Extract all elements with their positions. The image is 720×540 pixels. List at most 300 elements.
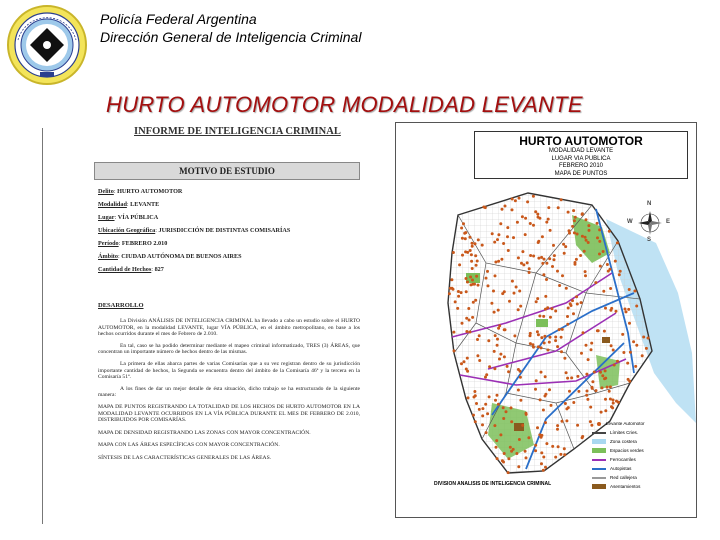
motivo-de-estudio-bar: MOTIVO DE ESTUDIO [94, 162, 360, 180]
crime-point [574, 263, 577, 266]
map-subtitle-line: FEBRERO 2010 [558, 163, 604, 169]
crime-point [502, 406, 505, 409]
crime-point [613, 364, 616, 367]
crime-point [517, 465, 520, 468]
crime-point [497, 403, 500, 406]
crime-point [529, 222, 532, 225]
crime-point [534, 444, 537, 447]
crime-point [534, 449, 537, 452]
crime-point [572, 312, 575, 315]
crime-point [542, 273, 545, 276]
crime-point [521, 424, 524, 427]
police-seal-logo [4, 4, 90, 86]
crime-point [519, 305, 522, 308]
crime-point [507, 370, 510, 373]
crime-point [476, 354, 479, 357]
crime-point [497, 233, 500, 236]
slide-title: HURTO AUTOMOTOR MODALIDAD LEVANTE [106, 92, 583, 117]
desarrollo-heading: DESARROLLO [98, 302, 144, 309]
crime-point [572, 401, 575, 404]
crime-point [466, 251, 469, 254]
legend-item: Zona costera [592, 437, 696, 446]
swatch-icon [592, 448, 606, 453]
crime-point [493, 424, 496, 427]
crime-point [590, 348, 593, 351]
crime-point [627, 308, 630, 311]
crime-point [536, 426, 539, 429]
swatch-icon [592, 484, 606, 489]
compass-west-label: W [627, 219, 633, 225]
crime-point [591, 380, 594, 383]
map-title-box [474, 131, 688, 179]
crime-point [551, 265, 554, 268]
crime-point [567, 307, 570, 310]
crime-point [508, 300, 511, 303]
crime-point [611, 406, 614, 409]
crime-point [548, 257, 551, 260]
crime-point [635, 344, 638, 347]
crime-point [528, 267, 531, 270]
crime-point [452, 331, 455, 334]
crime-point [501, 208, 504, 211]
crime-point [563, 357, 566, 360]
crime-point [556, 424, 559, 427]
crime-point [581, 436, 584, 439]
crime-point [563, 447, 566, 450]
crime-point [598, 228, 601, 231]
crime-point [474, 242, 477, 245]
crime-point [645, 347, 648, 350]
line-icon [592, 468, 606, 470]
crime-point [616, 360, 619, 363]
crime-point [614, 260, 617, 263]
crime-point [496, 344, 499, 347]
line-icon [592, 477, 606, 479]
crime-point [554, 310, 557, 313]
crime-point [575, 295, 578, 298]
crime-point [522, 263, 525, 266]
crime-point [470, 253, 473, 256]
crime-point [546, 306, 549, 309]
crime-point [453, 349, 456, 352]
crime-point-map-panel [395, 122, 697, 518]
crime-point [573, 219, 576, 222]
crime-point [566, 315, 569, 318]
crime-point [516, 221, 519, 224]
crime-point [497, 309, 500, 312]
crime-point [551, 445, 554, 448]
crime-point [542, 456, 545, 459]
crime-point [465, 277, 468, 280]
crime-point [466, 357, 469, 360]
crime-point [603, 377, 606, 380]
crime-point [488, 395, 491, 398]
crime-point [540, 451, 543, 454]
crime-point [547, 218, 550, 221]
crime-point [499, 222, 502, 225]
body-paragraph: A los fines de dar un mejor detalle de ésta situación, dicho trabajo se ha estructurado de la siguiente manera: [98, 385, 360, 399]
crime-point [598, 240, 601, 243]
crime-point [506, 235, 509, 238]
crime-point [616, 241, 619, 244]
crime-point [544, 393, 547, 396]
crime-point [612, 402, 615, 405]
crime-point [461, 237, 464, 240]
crime-point [571, 225, 574, 228]
crime-point [626, 362, 629, 365]
crime-point [496, 238, 499, 241]
crime-point [564, 402, 567, 405]
crime-point [553, 254, 556, 257]
crime-point [503, 328, 506, 331]
crime-point [509, 446, 512, 449]
summary-line: MAPA DE PUNTOS REGISTRANDO LA TOTALIDAD DE LOS HECHOS DE HURTO AUTOMOTOR EN LA MODALIDAD LEVANTE OCURRIDOS EN LA VÍA PÚBLICA DURANTE EL MES DE FEBRERO DE 2.010, DISTRIBUIDOS POR COMISARÍAS. [98, 403, 360, 424]
map-title: HURTO AUTOMOTOR [519, 134, 643, 148]
crime-point [494, 334, 497, 337]
legend-item: Red callejera [592, 473, 696, 482]
crime-point [562, 243, 565, 246]
crime-point [536, 297, 539, 300]
crime-point [552, 244, 555, 247]
crime-point [503, 290, 506, 293]
crime-point [606, 386, 609, 389]
crime-point [460, 362, 463, 365]
crime-point [594, 281, 597, 284]
green-space [536, 319, 548, 327]
crime-point [469, 236, 472, 239]
crime-point [499, 353, 502, 356]
crime-point [542, 469, 545, 472]
crime-point [510, 406, 513, 409]
settlement-area [602, 337, 610, 343]
crime-point [506, 365, 509, 368]
summary-line: MAPA DE DENSIDAD REGISTRANDO LAS ZONAS CON MAYOR CONCENTRACIÓN. [98, 429, 311, 436]
crime-point [535, 379, 538, 382]
crime-point [486, 270, 489, 273]
organization-header [100, 10, 361, 46]
crime-point [457, 290, 460, 293]
crime-point [519, 399, 522, 402]
crime-point [632, 340, 635, 343]
crime-point [532, 224, 535, 227]
crime-point [460, 291, 463, 294]
line-icon [592, 459, 606, 461]
crime-point [529, 342, 532, 345]
crime-point [566, 377, 569, 380]
crime-point [471, 267, 474, 270]
crime-point [568, 229, 571, 232]
crime-point [519, 376, 522, 379]
crime-point [615, 310, 618, 313]
crime-point [618, 273, 621, 276]
crime-point [488, 365, 491, 368]
crime-point [507, 457, 510, 460]
crime-point [544, 421, 547, 424]
crime-point [452, 251, 455, 254]
crime-point [448, 292, 451, 295]
crime-point [622, 351, 625, 354]
crime-point [538, 315, 541, 318]
crime-point [502, 417, 505, 420]
field-periodo: Período: FEBRERO 2.010 [98, 240, 168, 247]
crime-point [579, 254, 582, 257]
crime-point [627, 378, 630, 381]
crime-point [543, 342, 546, 345]
crime-point [495, 446, 498, 449]
crime-point [628, 322, 631, 325]
crime-point [485, 373, 488, 376]
crime-point [485, 431, 488, 434]
crime-point [612, 349, 615, 352]
crime-point [478, 359, 481, 362]
crime-point [474, 394, 477, 397]
crime-point [608, 390, 611, 393]
crime-point [577, 390, 580, 393]
crime-point [494, 399, 497, 402]
crime-point [560, 336, 563, 339]
crime-point [471, 242, 474, 245]
crime-point [495, 439, 498, 442]
crime-point [469, 276, 472, 279]
crime-point [496, 457, 499, 460]
crime-point [542, 409, 545, 412]
crime-point [451, 287, 454, 290]
crime-point [545, 278, 548, 281]
crime-point [619, 270, 622, 273]
crime-point [525, 456, 528, 459]
crime-point [633, 290, 636, 293]
field-modalidad: Modalidad: LEVANTE [98, 201, 160, 208]
crime-point [513, 334, 516, 337]
crime-point [532, 195, 535, 198]
crime-point [609, 268, 612, 271]
compass-north-label: N [647, 201, 652, 207]
compass-east-label: E [666, 219, 671, 225]
crime-point [606, 263, 609, 266]
map-footer-credit: DIVISION ANALISIS DE INTELIGENCIA CRIMINAL [434, 481, 552, 487]
crime-point [581, 235, 584, 238]
crime-point [471, 279, 474, 282]
crime-point [585, 373, 588, 376]
map-subtitle-line: MODALIDAD LEVANTE [548, 148, 614, 154]
crime-point [493, 367, 496, 370]
crime-point [465, 368, 468, 371]
crime-point [469, 249, 472, 252]
crime-point [490, 302, 493, 305]
crime-point [515, 452, 518, 455]
crime-point [588, 229, 591, 232]
crime-point [475, 402, 478, 405]
crime-point [493, 350, 496, 353]
crime-point [625, 310, 628, 313]
crime-point [507, 471, 510, 474]
crime-point [467, 307, 470, 310]
crime-point [634, 365, 637, 368]
crime-point [556, 270, 559, 273]
crime-point [561, 420, 564, 423]
crime-point [521, 250, 524, 253]
crime-point [494, 261, 497, 264]
crime-point [635, 305, 638, 308]
crime-point [582, 331, 585, 334]
crime-point [497, 327, 500, 330]
swatch-icon [592, 439, 606, 444]
crime-point [486, 412, 489, 415]
crime-point [499, 433, 502, 436]
crime-point [485, 277, 488, 280]
crime-point [543, 335, 546, 338]
crime-point [586, 390, 589, 393]
crime-point [463, 360, 466, 363]
body-paragraph: La División ANÁLISIS DE INTELIGENCIA CRIMINAL ha llevado a cabo un estudio sobre el HURTO AUTOMOTOR, en la modalidad LEVANTE, lugar VÍA PÚBLICA, en el ámbito metropolitano, en base a los hechos ocurridos durante el mes de Febrero de 2.010. [98, 318, 360, 338]
crime-point [513, 292, 516, 295]
crime-point [473, 283, 476, 286]
crime-point [470, 260, 473, 263]
crime-point [585, 394, 588, 397]
crime-point [518, 438, 521, 441]
crime-point [537, 216, 540, 219]
crime-point [537, 257, 540, 260]
crime-point [524, 217, 527, 220]
crime-point [609, 287, 612, 290]
crime-point [540, 256, 543, 259]
crime-point [554, 339, 557, 342]
crime-point [558, 328, 561, 331]
crime-point [517, 389, 520, 392]
crime-point [450, 278, 453, 281]
crime-point [587, 358, 590, 361]
crime-point [476, 338, 479, 341]
crime-point [537, 345, 540, 348]
crime-point [536, 213, 539, 216]
legend-item: Asentamientos [592, 482, 696, 491]
crime-point [545, 262, 548, 265]
crime-point [462, 222, 465, 225]
summary-line: SÍNTESIS DE LAS CARACTERÍSTICAS GENERALES DE LAS ÁREAS. [98, 454, 272, 461]
crime-point [540, 462, 543, 465]
directorate-name: Dirección General de Inteligencia Criminal [100, 29, 362, 45]
crime-point [576, 424, 579, 427]
crime-point [598, 253, 601, 256]
crime-point [560, 198, 563, 201]
crime-point [454, 300, 457, 303]
crime-point [567, 406, 570, 409]
crime-point [534, 210, 537, 213]
crime-point [561, 328, 564, 331]
crime-point [572, 209, 575, 212]
crime-point [515, 286, 518, 289]
crime-point [484, 403, 487, 406]
crime-point [548, 388, 551, 391]
crime-point [549, 229, 552, 232]
crime-point [487, 339, 490, 342]
crime-point [537, 241, 540, 244]
crime-point [478, 408, 481, 411]
crime-point [612, 399, 615, 402]
crime-point [468, 331, 471, 334]
summary-line: MAPA CON LAS ÁREAS ESPECÍFICAS CON MAYOR CONCENTRACIÓN. [98, 442, 280, 449]
crime-point [481, 244, 484, 247]
legend-item: Ferrocarriles [592, 455, 696, 464]
crime-point [529, 332, 532, 335]
field-lugar: Lugar: VÍA PÚBLICA [98, 214, 159, 221]
crime-point [518, 290, 521, 293]
crime-point [593, 371, 596, 374]
crime-point [504, 205, 507, 208]
crime-point [624, 308, 627, 311]
crime-point [467, 396, 470, 399]
crime-point [583, 250, 586, 253]
crime-point [529, 254, 532, 257]
compass-rose [638, 211, 662, 235]
crime-point [540, 336, 543, 339]
crime-point [576, 303, 579, 306]
crime-point [585, 218, 588, 221]
crime-point [581, 212, 584, 215]
crime-point [559, 453, 562, 456]
crime-point [571, 299, 574, 302]
crime-point [510, 420, 513, 423]
crime-point [473, 390, 476, 393]
crime-point [534, 388, 537, 391]
crime-point [567, 211, 570, 214]
crime-point [549, 336, 552, 339]
map-subtitle-line: MAPA DE PUNTOS [554, 170, 608, 177]
crime-point [471, 316, 474, 319]
crime-point [554, 456, 557, 459]
crime-point [608, 230, 611, 233]
crime-point [481, 407, 484, 410]
map-legend [592, 419, 696, 491]
crime-point [647, 337, 650, 340]
crime-point [493, 241, 496, 244]
crime-point [514, 199, 517, 202]
crime-point [494, 274, 497, 277]
crime-point [542, 315, 545, 318]
crime-point [603, 330, 606, 333]
crime-point [544, 466, 547, 469]
crime-point [526, 261, 529, 264]
crime-point [463, 232, 466, 235]
crime-point [474, 299, 477, 302]
crime-point [564, 245, 567, 248]
field-delito: Delito: HURTO AUTOMOTOR [98, 188, 183, 195]
crime-point [474, 254, 477, 257]
map-subtitle-line: LUGAR VIA PUBLICA [551, 155, 611, 162]
crime-point [511, 280, 514, 283]
crime-point [481, 423, 484, 426]
crime-point [551, 307, 554, 310]
crime-point [475, 264, 478, 267]
crime-point [541, 262, 544, 265]
crime-point [478, 334, 481, 337]
crime-point [506, 226, 509, 229]
crime-point [525, 412, 528, 415]
crime-point [526, 200, 529, 203]
crime-point [466, 281, 469, 284]
crime-point [545, 221, 548, 224]
crime-point [472, 301, 475, 304]
legend-item: Levante Automotor [592, 419, 696, 428]
crime-point [519, 370, 522, 373]
crime-point [550, 404, 553, 407]
crime-point [575, 258, 578, 261]
crime-point [591, 386, 594, 389]
legend-item: Límites Cries. [592, 428, 696, 437]
crime-point [590, 342, 593, 345]
crime-point [518, 197, 521, 200]
crime-point [642, 336, 645, 339]
